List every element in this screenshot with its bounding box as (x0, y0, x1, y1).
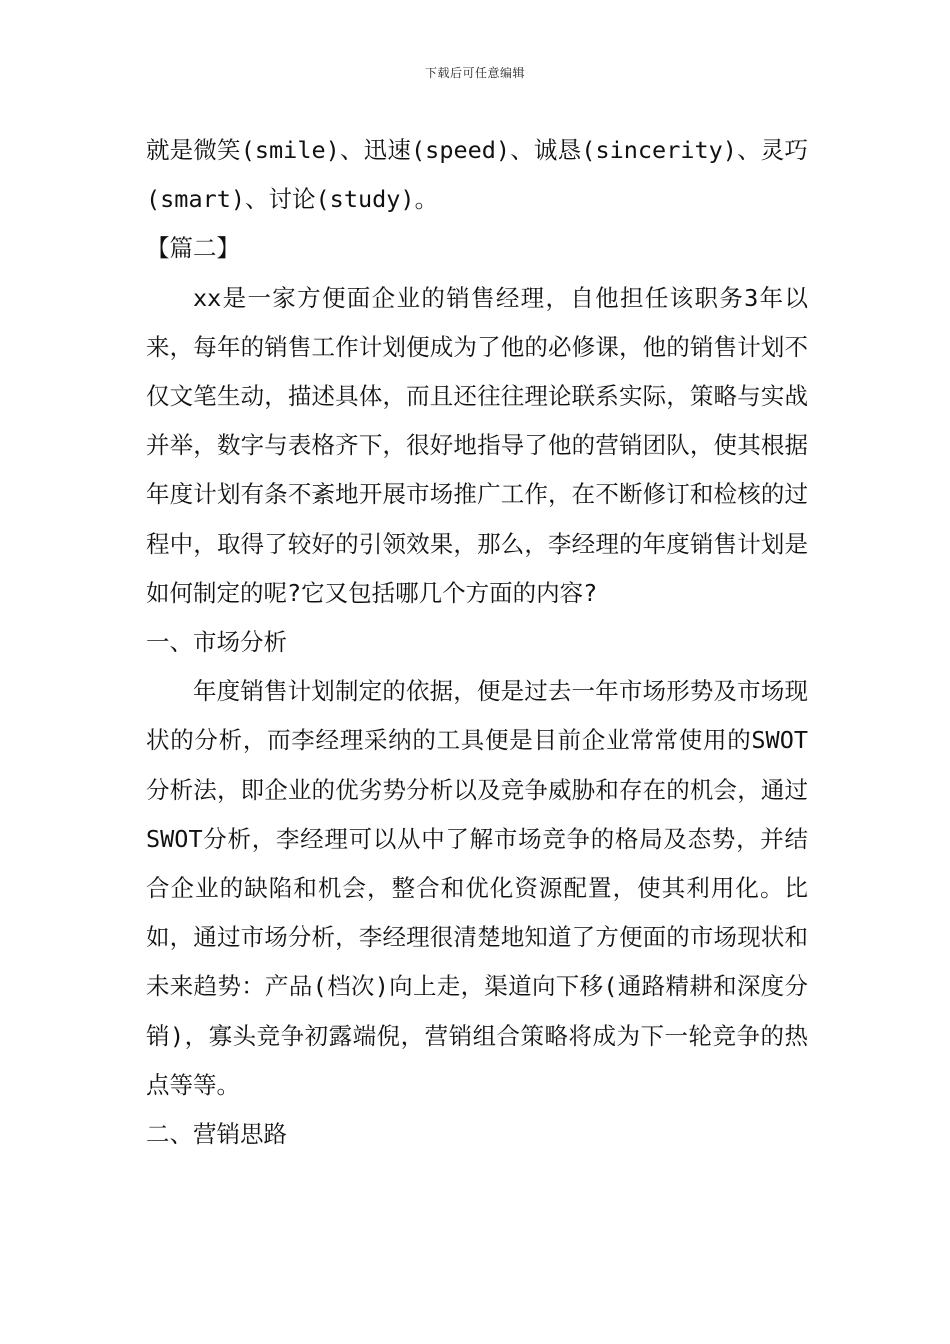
document-body (146, 126, 808, 1159)
market-analysis-paragraph: 年度销售计划制定的依据，便是过去一年市场形势及市场现状的分析，而李经理采纳的工具便是目前企业常常使用的SWOT分析法，即企业的优劣势分析以及竞争威胁和存在的机会，通过SWOT分析，李经理可以从中了解市场竞争的格局及态势，并结合企业的缺陷和机会，整合和优化资源配置，使其利用化。比如，通过市场分析，李经理很清楚地知道了方便面的市场现状和未来趋势：产品(档次)向上走，渠道向下移(通路精耕和深度分销)，寡头竞争初露端倪，营销组合策略将成为下一轮竞争的热点等等。 (146, 677, 808, 1099)
heading-marketing-ideas: 二、营销思路 (146, 1120, 287, 1149)
page-header: 下载后可任意编辑 (424, 66, 525, 80)
heading-market-analysis: 一、市场分析 (146, 628, 287, 657)
section-title: 【篇二】 (146, 234, 240, 263)
intro-paragraph: xx是一家方便面企业的销售经理，自他担任该职务3年以来，每年的销售工作计划便成为了他的必修课，他的销售计划不仅文笔生动，描述具体，而且还往往理论联系实际，策略与实战并举，数字与表格齐下，很好地指导了他的营销团队，使其根据年度计划有条不紊地开展市场推广工作，在不断修订和检核的过程中，取得了较好的引领效果，那么，李经理的年度销售计划是如何制定的呢?它又包括哪几个方面的内容? (146, 283, 808, 607)
continuation-paragraph: 就是微笑(smile)、迅速(speed)、诚恳(sincerity)、灵巧(smart)、讨论(study)。 (146, 136, 808, 214)
